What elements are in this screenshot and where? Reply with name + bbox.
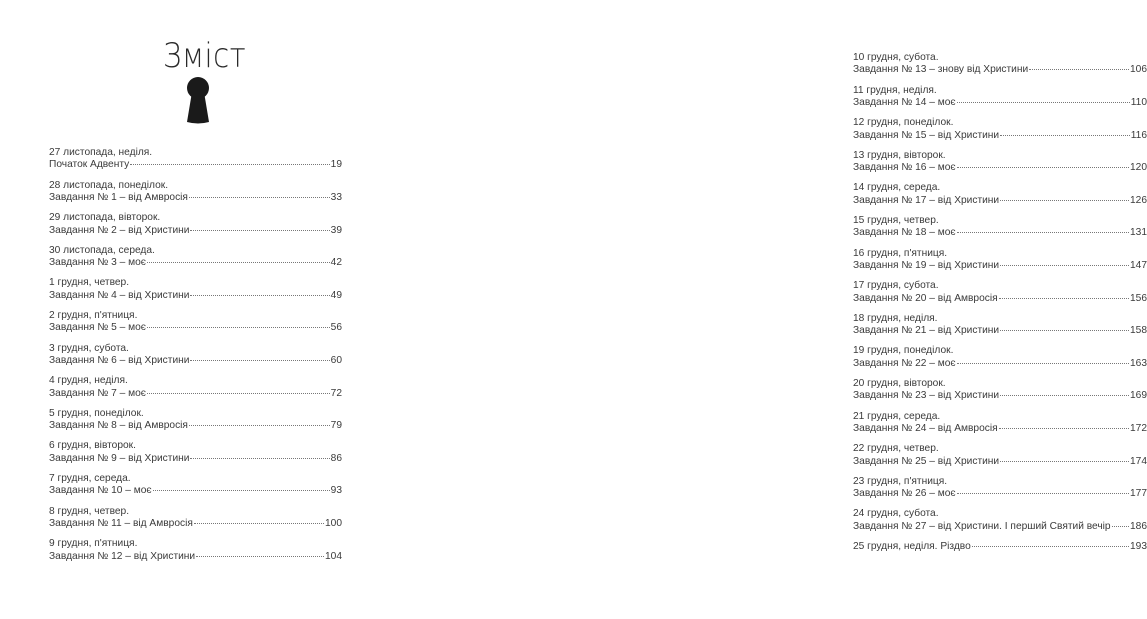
toc-entry-page-number: 120 [1130,162,1147,174]
toc-entry-line [853,390,1147,402]
toc-entry-line [853,521,1147,533]
toc-entry-title: Завдання № 3 – моє [49,257,146,269]
toc-entry [853,378,1147,411]
toc-entry [853,411,1147,444]
toc-entry-line [49,257,342,269]
toc-leader-dots [1112,526,1129,527]
toc-entry-date: 23 грудня, п'ятниця. [853,475,948,487]
toc-entry-line [49,290,342,302]
toc-entry-date: 6 грудня, вівторок. [49,440,136,452]
toc-entry-date: 2 грудня, п'ятниця. [49,309,138,321]
toc-entry-title: Завдання № 12 – від Христини [49,550,196,562]
toc-entry-page-number: 93 [330,485,342,497]
toc-entry-page-number: 42 [330,257,342,269]
toc-entry-title: Завдання № 14 – моє [853,97,956,108]
toc-entry-line [49,420,342,432]
toc-entry-title: 25 грудня, неділя. Різдво [853,540,971,552]
toc-entry-page-number: 177 [1130,488,1147,500]
toc-entry-title: Завдання № 16 – моє [853,162,956,174]
toc-entry-line [853,456,1147,468]
toc-entry-page-number: 110 [1130,97,1147,108]
toc-entry-line [853,227,1147,239]
toc-leader-dots [999,298,1129,299]
toc-list-right [853,52,1147,574]
toc-entry-date: 10 грудня, субота. [853,52,939,63]
toc-leader-dots [194,523,324,524]
toc-entry-date: 4 грудня, неділя. [49,375,128,387]
toc-entry [853,248,1147,281]
toc-entry-date: 27 листопада, неділя. [49,147,153,158]
toc-entry [853,345,1147,378]
toc-entry-line [49,485,342,497]
toc-entry-date: 30 листопада, середа. [49,244,155,256]
toc-entry-page-number: 86 [330,452,342,464]
toc-entry-line [49,225,342,237]
toc-entry-title: Завдання № 9 – від Христини [49,452,190,464]
toc-leader-dots [1000,200,1129,201]
toc-entry-date: 19 грудня, понеділок. [853,345,954,357]
toc-entry [853,215,1147,248]
toc-leader-dots [153,490,330,491]
toc-entry-page-number: 106 [1130,64,1147,76]
toc-entry-line [853,488,1147,500]
toc-entry-date: 22 грудня, четвер. [853,443,939,455]
toc-entry-line [853,64,1147,76]
toc-entry-page-number: 39 [330,224,342,236]
toc-entry-page-number: 163 [1130,357,1147,369]
toc-entry-date: 1 грудня, четвер. [49,277,130,289]
toc-entry [49,245,342,278]
toc-entry-page-number: 126 [1130,194,1147,206]
right-page [400,0,1147,619]
toc-leader-dots [190,295,329,296]
toc-entry-page-number: 172 [1130,422,1147,434]
toc-entry-date: 28 листопада, понеділок. [49,179,169,191]
toc-entry [49,375,342,408]
toc-entry-title: Початок Адвенту [49,159,130,171]
toc-entry-line [853,260,1147,272]
toc-entry-date: 13 грудня, вівторок. [853,149,946,161]
toc-entry-title: Завдання № 11 – від Амвросія [49,517,193,529]
toc-entry [49,212,342,245]
toc-entry-page-number: 174 [1130,455,1147,467]
toc-entry-page-number: 104 [325,550,342,562]
toc-leader-dots [190,230,329,231]
toc-leader-dots [196,556,324,557]
toc-leader-dots [1000,135,1130,136]
left-page [0,0,400,619]
toc-entry-title: Завдання № 19 – від Христини [853,259,1000,271]
keyhole-icon [183,76,213,124]
toc-entry-title: Завдання № 18 – моє [853,227,956,239]
toc-entry [49,473,342,506]
toc-entry-page-number: 79 [330,420,342,432]
toc-entry [49,506,342,539]
toc-entry-title: Завдання № 20 – від Амвросія [853,292,998,304]
toc-entry [49,538,342,571]
toc-entry-title: Завдання № 23 – від Христини [853,390,1000,402]
toc-entry-date: 5 грудня, понеділок. [49,407,144,419]
toc-entry-line [853,130,1147,142]
toc-entry-line [49,518,342,530]
toc-entry-line [49,388,342,400]
toc-entry [49,440,342,473]
toc-entry-title: Завдання № 25 – від Христини [853,455,1000,467]
toc-entry-page-number: 72 [330,387,342,399]
toc-leader-dots [1000,265,1129,266]
toc-entry-title: Завдання № 13 – знову від Христини [853,64,1029,76]
toc-entry-line [853,195,1147,207]
toc-entry [853,85,1147,118]
toc-entry-date: 9 грудня, п'ятниця. [49,538,138,550]
toc-entry-line [853,325,1147,337]
toc-entry-line [853,293,1147,305]
toc-entry-line [853,162,1147,174]
toc-leader-dots [147,262,330,263]
toc-entry-date: 11 грудня, неділя. [853,84,937,96]
toc-entry [853,150,1147,183]
toc-entry-title: Завдання № 2 – від Христини [49,224,190,236]
toc-entry-title: Завдання № 7 – моє [49,387,146,399]
toc-leader-dots [1029,69,1129,70]
toc-entry-page-number: 116 [1130,129,1147,141]
toc-entry-date: 7 грудня, середа. [49,472,131,484]
toc-entry-page-number: 60 [330,354,342,366]
toc-entry-page-number: 193 [1130,540,1147,552]
toc-entry [49,147,342,180]
toc-leader-dots [957,102,1130,103]
toc-leader-dots [957,167,1129,168]
toc-entry-date: 20 грудня, вівторок. [853,377,946,389]
toc-list-left [49,147,342,571]
toc-entry [853,313,1147,346]
toc-leader-dots [147,393,330,394]
toc-entry-date: 3 грудня, субота. [49,342,129,354]
toc-entry [49,343,342,376]
toc-entry-line [49,192,342,204]
toc-entry-date: 15 грудня, четвер. [853,214,939,226]
toc-entry-title: Завдання № 17 – від Христини [853,194,1000,206]
toc-entry-date: 18 грудня, неділя. [853,312,938,324]
toc-entry-title: Завдання № 8 – від Амвросія [49,420,188,432]
toc-entry-page-number: 156 [1130,292,1147,304]
toc-entry-page-number: 19 [330,159,342,171]
toc-leader-dots [972,546,1129,547]
toc-leader-dots [190,360,329,361]
toc-leader-dots [999,428,1129,429]
toc-entry-line [49,551,342,563]
toc-entry-date: 12 грудня, понеділок. [853,117,954,129]
toc-entry [49,310,342,343]
toc-entry-date: 17 грудня, субота. [853,280,939,292]
toc-entry-title: Завдання № 15 – від Христини [853,129,1000,141]
toc-entry-title: Завдання № 6 – від Христини [49,354,190,366]
toc-entry-page-number: 100 [325,517,342,529]
toc-leader-dots [147,327,330,328]
toc-entry-page-number: 186 [1130,520,1147,532]
toc-entry-title: Завдання № 10 – моє [49,485,152,497]
toc-leader-dots [130,164,329,165]
toc-entry [853,52,1147,85]
toc-entry-line [853,423,1147,435]
toc-entry-line [49,322,342,334]
toc-entry-page-number: 147 [1130,259,1147,271]
toc-entry-date: 16 грудня, п'ятниця. [853,247,948,259]
toc-entry-title: Завдання № 5 – моє [49,322,146,334]
toc-leader-dots [189,197,330,198]
toc-entry-title: Завдання № 22 – моє [853,357,956,369]
toc-entry-title: Завдання № 27 – від Христини. І перший Святий вечір [853,520,1111,532]
toc-entry [853,117,1147,150]
toc-entry [49,277,342,310]
toc-entry-title: Завдання № 24 – від Амвросія [853,422,998,434]
toc-entry-page-number: 169 [1130,390,1147,402]
toc-leader-dots [957,232,1129,233]
toc-entry-line [853,358,1147,370]
toc-entry [853,443,1147,476]
toc-entry-line [49,159,342,171]
toc-entry-page-number: 49 [330,289,342,301]
toc-leader-dots [1000,461,1129,462]
toc-entry-date: 24 грудня, субота. [853,508,939,520]
toc-entry-line [853,97,1147,109]
toc-entry-date: 14 грудня, середа. [853,182,941,194]
toc-entry-page-number: 158 [1130,325,1147,337]
toc-leader-dots [1000,330,1129,331]
toc-entry-title: Завдання № 21 – від Христини [853,325,1000,337]
toc-leader-dots [957,363,1129,364]
toc-entry-date: 29 листопада, вівторок. [49,212,161,224]
toc-entry [853,182,1147,215]
toc-entry-line [853,541,1147,553]
toc-entry-title: Завдання № 26 – моє [853,488,956,500]
toc-entry [853,476,1147,509]
toc-leader-dots [190,458,329,459]
toc-entry-date: 8 грудня, четвер. [49,505,130,517]
toc-entry-page-number: 131 [1130,227,1147,239]
toc-entry [853,280,1147,313]
toc-entry [49,408,342,441]
toc-entry-line [49,355,342,367]
toc-entry-line [49,453,342,465]
toc-entry [49,180,342,213]
toc-leader-dots [957,493,1129,494]
toc-entry-date: 21 грудня, середа. [853,410,941,422]
toc-entry-page-number: 56 [330,322,342,334]
toc-leader-dots [189,425,330,426]
toc-entry-title: Завдання № 4 – від Христини [49,289,190,301]
toc-entry-title: Завдання № 1 – від Амвросія [49,192,188,203]
page-title: Зміст [163,36,247,76]
toc-entry-page-number: 33 [330,192,342,203]
toc-entry [853,508,1147,541]
toc-leader-dots [1000,395,1129,396]
toc-entry [853,541,1147,574]
